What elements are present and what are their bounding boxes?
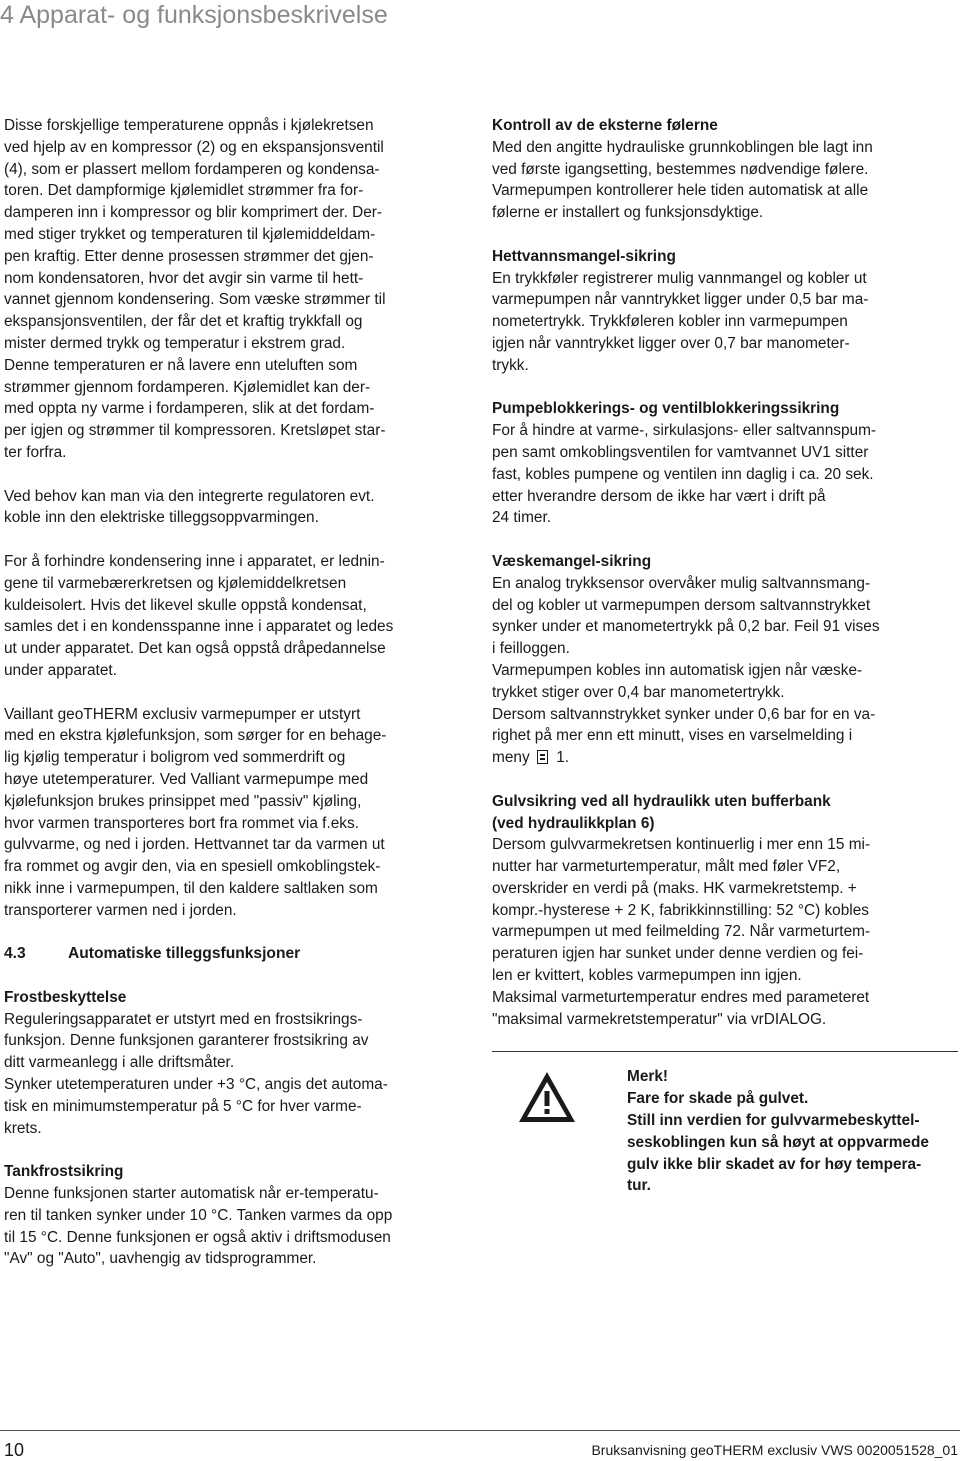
text-line: del og kobler ut varmepumpen dersom saltvannstrykket bbox=[492, 596, 871, 614]
text-line: Gulvsikring ved all hydraulikk uten bufferbank bbox=[492, 792, 831, 810]
frost-text bbox=[4, 1009, 466, 1140]
text-line: (4), som er plassert mellom fordamperen og kondensa- bbox=[4, 160, 380, 178]
vaske-title: Væskemangel-sikring bbox=[492, 552, 652, 570]
text-line: gulvvarme, og ned i jorden. Hettvannet tar da varmen ut bbox=[4, 836, 385, 854]
notice-divider bbox=[492, 1051, 958, 1052]
text-line: Dersom saltvannstrykket synker under 0,6 bar for en va- bbox=[492, 705, 876, 723]
text-line: vannet gjennom kondensering. Som væske strømmer til bbox=[4, 291, 386, 309]
page-header: 4 Apparat- og funksjonsbeskrivelse bbox=[0, 1, 388, 29]
warning-notice bbox=[492, 1051, 955, 1197]
text-line: Maksimal varmeturtemperatur endres med parameteret bbox=[492, 988, 870, 1006]
text-line: 24 timer. bbox=[492, 509, 552, 527]
text-line: Disse forskjellige temperaturene oppnås i kjølekretsen bbox=[4, 117, 374, 134]
cooling-paragraph bbox=[4, 704, 466, 922]
text-line: ren til tanken synker under 10 °C. Tanken varmes da opp bbox=[4, 1206, 393, 1224]
text-line: Still inn verdien for gulvvarmebeskyttel- bbox=[627, 1112, 920, 1130]
text-line: Varmepumpen kobles inn automatisk igjen når væske- bbox=[492, 661, 863, 679]
text-line: Dersom gulvvarmekretsen kontinuerlig i mer enn 15 mi- bbox=[492, 836, 871, 854]
menu-icon bbox=[537, 750, 548, 764]
kontroll-title: Kontroll av de eksterne følerne bbox=[492, 117, 718, 134]
text-line: En trykkføler registrerer mulig vannmangel og kobler ut bbox=[492, 269, 867, 287]
document-reference: Bruksanvisning geoTHERM exclusiv VWS 0020051528_01 bbox=[591, 1442, 958, 1458]
text-line: varmepumpen når vanntrykket ligger under 0,5 bar ma- bbox=[492, 291, 869, 309]
text-line: per igjen og strømmer til kompressoren. Kretsløpet star- bbox=[4, 422, 386, 440]
text-line: Vaillant geoTHERM exclusiv varmepumper er utstyrt bbox=[4, 705, 361, 723]
text-line: For å hindre at varme-, sirkulasjons- eller saltvannspum- bbox=[492, 422, 877, 440]
left-column bbox=[4, 115, 466, 1270]
text-line: Denne temperaturen er nå lavere enn uteluften som bbox=[4, 356, 358, 374]
text-line: høye utetemperaturer. Ved Valliant varmepumpe med bbox=[4, 770, 369, 788]
vaske-text bbox=[492, 573, 955, 747]
section-title: Automatiske tilleggsfunksjoner bbox=[68, 945, 301, 963]
tank-block bbox=[4, 1161, 466, 1270]
text-line: nikk inne i varmepumpen, til den kaldere saltlaken som bbox=[4, 879, 378, 897]
pumpe-block bbox=[492, 398, 955, 529]
hettvann-text bbox=[492, 268, 955, 377]
text-line: ter forfra. bbox=[4, 443, 67, 461]
text-line: trykket stiger over 0,4 bar manometertrykk. bbox=[492, 683, 785, 701]
menu-prefix: meny bbox=[492, 749, 530, 767]
text-line: For å forhindre kondensering inne i apparatet, er lednin- bbox=[4, 552, 385, 570]
vaske-block bbox=[492, 551, 955, 769]
text-line: nutter har varmeturtemperatur, målt med føler VF2, bbox=[492, 858, 841, 876]
kontroll-text bbox=[492, 137, 955, 224]
text-line: seskoblingen kun så høyt at oppvarmede bbox=[627, 1133, 929, 1151]
text-line: hvor varmen transporteres bort fra rommet via f.eks. bbox=[4, 814, 359, 832]
hettvann-title: Hettvannsmangel-sikring bbox=[492, 247, 676, 265]
text-line: koble inn den elektriske tilleggsoppvarmingen. bbox=[4, 509, 319, 527]
text-line: varmepumpen ut med feilmelding 72. Når varmeturtem- bbox=[492, 923, 871, 941]
text-line: gene til varmebærerkretsen og kjølemiddelkretsen bbox=[4, 574, 347, 592]
text-line: gulv ikke blir skadet av for høy tempera- bbox=[627, 1155, 922, 1173]
text-line: peraturen igjen har sunket under denne verdien og fei- bbox=[492, 945, 864, 963]
frost-block bbox=[4, 987, 466, 1140]
gulv-title bbox=[492, 791, 955, 835]
section-number: 4.3 bbox=[4, 945, 26, 963]
text-line: ved hjelp av en kompressor (2) og en ekspansjonsventil bbox=[4, 138, 384, 156]
text-line: Med den angitte hydrauliske grunnkoblingen ble lagt inn bbox=[492, 138, 873, 156]
text-line: til 15 °C. Denne funksjonen er også aktiv i driftsmodusen bbox=[4, 1228, 391, 1246]
page-number: 10 bbox=[4, 1440, 25, 1460]
text-line: toren. Det dampformige kjølemidlet strømmer fra for- bbox=[4, 182, 364, 200]
text-line: pen samt omkoblingsventilen for vamtvannet UV1 sitter bbox=[492, 443, 869, 461]
text-line: Varmepumpen kontrollerer hele tiden automatisk at alle bbox=[492, 182, 869, 200]
text-line: tur. bbox=[627, 1177, 651, 1195]
footer-divider bbox=[0, 1430, 960, 1431]
text-line: i feilloggen. bbox=[492, 640, 570, 658]
tank-text bbox=[4, 1183, 466, 1270]
text-line: mister dermed trykk og temperatur i ekstrem grad. bbox=[4, 334, 346, 352]
text-line: strømmer gjennom fordamperen. Kjølemidlet kan der- bbox=[4, 378, 371, 396]
intro-paragraph bbox=[4, 115, 466, 464]
text-line: funksjon. Denne funksjonen garanterer frostsikring av bbox=[4, 1032, 369, 1050]
text-line: lig kjølig temperatur i boligrom ved sommerdrift og bbox=[4, 749, 346, 767]
kontroll-block bbox=[492, 115, 955, 224]
text-line: fra rommet og avgir den, via en spesiell omkoblingstek- bbox=[4, 858, 381, 876]
condensation-paragraph bbox=[4, 551, 466, 682]
text-line: Ved behov kan man via den integrerte regulatoren evt. bbox=[4, 487, 375, 505]
text-line: kompr.-hysterese + 2 K, fabrikkinnstilling: 52 °C) kobles bbox=[492, 901, 869, 919]
text-line: samles det i en kondensspanne inne i apparatet og ledes bbox=[4, 618, 394, 636]
text-line: igjen når vanntrykket ligger over 0,7 bar manometer- bbox=[492, 334, 850, 352]
text-line: pen kraftig. Etter denne prosessen strømmer det gjen- bbox=[4, 247, 374, 265]
text-line: nometertrykk. Trykkføleren kobler inn varmepumpen bbox=[492, 313, 848, 331]
text-line: Reguleringsapparatet er utstyrt med en frostsikrings- bbox=[4, 1010, 363, 1028]
text-line: righet på mer enn ett minutt, vises en varselmelding i bbox=[492, 727, 853, 745]
text-line: Fare for skade på gulvet. bbox=[627, 1090, 809, 1108]
text-line: damperen inn i kompressor og blir komprimert der. Der- bbox=[4, 204, 383, 222]
text-line: Denne funksjonen starter automatisk når er-temperatu- bbox=[4, 1185, 379, 1203]
text-line: fast, kobles pumpene og ventilen inn daglig i ca. 20 sek. bbox=[492, 465, 874, 483]
hettvann-block bbox=[492, 246, 955, 377]
text-line: etter hverandre dersom de ikke har vært i drift på bbox=[492, 487, 826, 505]
heater-paragraph bbox=[4, 486, 466, 530]
text-line: En analog trykksensor overvåker mulig saltvannsmang- bbox=[492, 574, 871, 592]
text-line: ekspansjonsventilen, der får det et kraftig trykkfall og bbox=[4, 313, 363, 331]
text-line: med stiger trykket og temperaturen til kjølemiddeldam- bbox=[4, 225, 376, 243]
text-line: overskrider en verdi på (maks. HK varmekretstemp. + bbox=[492, 879, 857, 897]
gulv-block bbox=[492, 791, 955, 1031]
pumpe-text bbox=[492, 420, 955, 529]
menu-suffix: 1. bbox=[556, 749, 570, 767]
text-line: "maksimal varmekretstemperatur" via vrDIALOG. bbox=[492, 1010, 827, 1028]
text-line: trykk. bbox=[492, 356, 529, 374]
text-line: ved første igangsetting, bestemmes nødvendige følere. bbox=[492, 160, 869, 178]
pumpe-title: Pumpeblokkerings- og ventilblokkeringssikring bbox=[492, 400, 840, 418]
text-line: (ved hydraulikkplan 6) bbox=[492, 814, 655, 832]
text-line: kjølefunksjon brukes prinsippet med "passiv" kjøling, bbox=[4, 792, 362, 810]
text-line: med oppta ny varme i fordamperen, slik at det fordam- bbox=[4, 400, 375, 418]
menu-line bbox=[492, 747, 955, 769]
text-line: tisk en minimumstemperatur på 5 °C for hver varme- bbox=[4, 1097, 362, 1115]
text-line: Synker utetemperaturen under +3 °C, angis det automa- bbox=[4, 1076, 388, 1094]
text-line: transporterer varmen ned i jorden. bbox=[4, 901, 237, 919]
text-line: nom kondensatoren, hvor det avgir sin varme til hett- bbox=[4, 269, 364, 287]
text-line: ut under apparatet. Det kan også oppstå dråpedannelse bbox=[4, 640, 386, 658]
gulv-text bbox=[492, 834, 955, 1030]
text-line: krets. bbox=[4, 1119, 42, 1137]
section-heading bbox=[4, 943, 466, 965]
text-line: len er kvittert, kobles varmepumpen inn igjen. bbox=[492, 967, 802, 985]
notice-text bbox=[627, 1066, 955, 1197]
text-line: "Av" og "Auto", uavhengig av tidsprogrammer. bbox=[4, 1250, 317, 1268]
text-line: kuldeisolert. Hvis det likevel skulle oppstå kondensat, bbox=[4, 596, 367, 614]
warning-triangle-icon bbox=[517, 1070, 577, 1124]
text-line: under apparatet. bbox=[4, 661, 117, 679]
frost-title: Frostbeskyttelse bbox=[4, 988, 127, 1006]
text-line: synker under et manometertrykk på 0,2 bar. Feil 91 vises bbox=[492, 618, 880, 636]
text-line: Merk! bbox=[627, 1068, 669, 1086]
right-column bbox=[492, 115, 955, 1197]
tank-title: Tankfrostsikring bbox=[4, 1163, 124, 1181]
text-line: med en ekstra kjølefunksjon, som sørger for en behage- bbox=[4, 727, 387, 745]
text-line: ditt varmeanlegg i alle driftsmåter. bbox=[4, 1054, 235, 1072]
text-line: følerne er installert og funksjonsdyktige. bbox=[492, 204, 764, 222]
